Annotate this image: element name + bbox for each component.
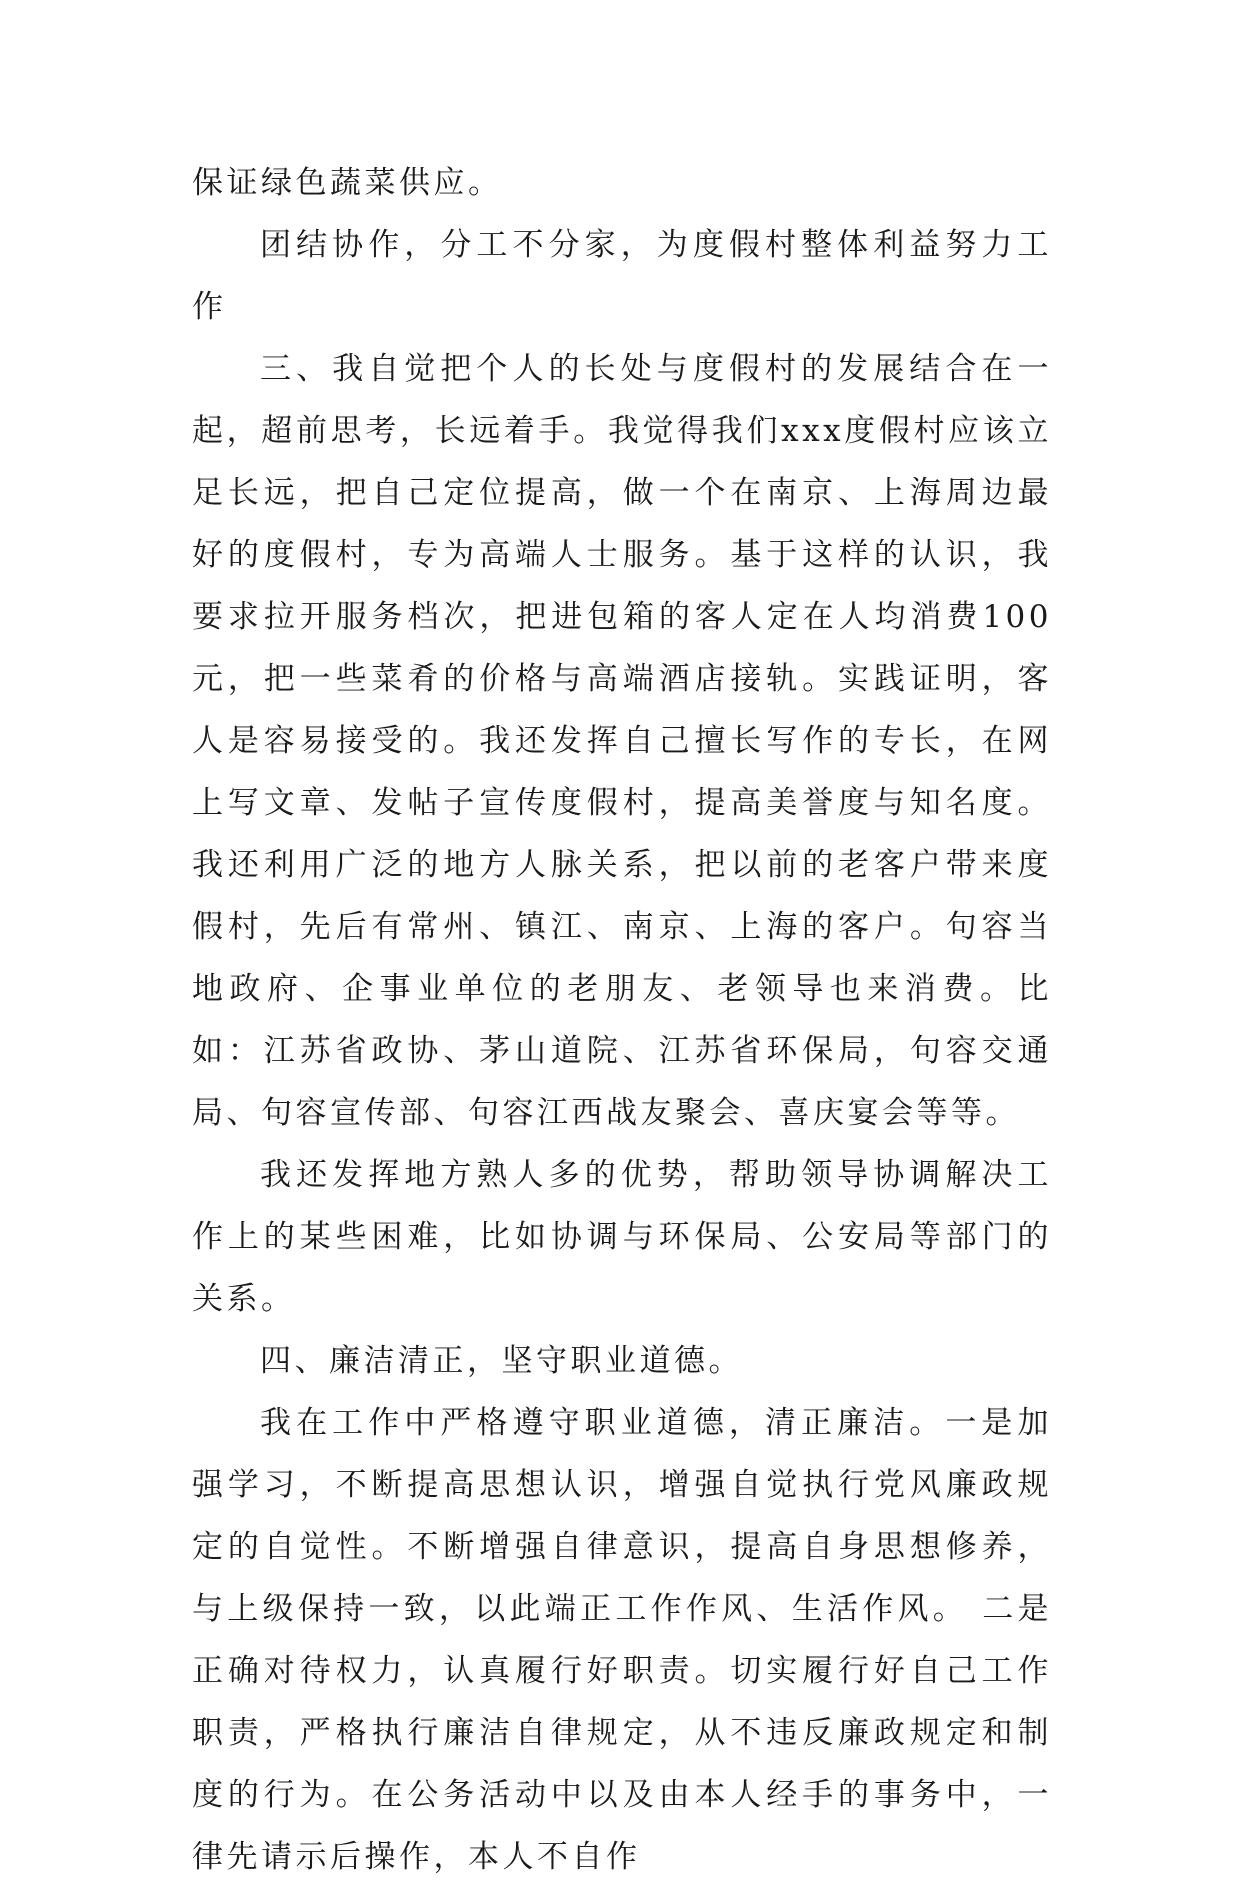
paragraph-integrity: 我在工作中严格遵守职业道德，清正廉洁。一是加强学习，不断提高思想认识，增强自觉执行党风廉政规定的自觉性。不断增强自律意识，提高自身思想修养，与上级保持一致，以此端正工作作风、生活作风。 二是正确对待权力，认真履行好职责。切实履行好自己工作职责，严格执行廉洁自律规定，从不违反廉政规定和制度的行为。在公务活动中以及由本人经手的事务中，一律先请示后操作，本人不自作 [192, 1405, 1052, 1875]
paragraph-continuation: 保证绿色蔬菜供应。 [192, 165, 503, 201]
paragraph-section-three: 三、我自觉把个人的长处与度假村的发展结合在一起，超前思考，长远着手。我觉得我们xxx度假村应该立足长远，把自己定位提高，做一个在南京、上海周边最好的度假村，专为高端人士服务。基于这样的认识，我要求拉开服务档次，把进包箱的客人定在人均消费100元，把一些菜肴的价格与高端酒店接轨。实践证明，客人是容易接受的。我还发挥自己擅长写作的专长，在网上写文章、发帖子宣传度假村，提高美誉度与知名度。我还利用广泛的地方人脉关系，把以前的老客户带来度假村，先后有常州、镇江、南京、上海的客户。句容当地政府、企事业单位的老朋友、老领导也来消费。比如：江苏省政协、茅山道院、江苏省环保局，句容交通局、句容宣传部、句容江西战友聚会、喜庆宴会等等。 [192, 351, 1052, 1131]
paragraph-teamwork: 团结协作，分工不分家，为度假村整体利益努力工作 [192, 227, 1052, 325]
heading-section-four: 四、廉洁清正，坚守职业道德。 [260, 1343, 743, 1379]
paragraph-coordination: 我还发挥地方熟人多的优势，帮助领导协调解决工作上的某些困难，比如协调与环保局、公安局等部门的关系。 [192, 1157, 1052, 1317]
document-body [192, 152, 1052, 1888]
